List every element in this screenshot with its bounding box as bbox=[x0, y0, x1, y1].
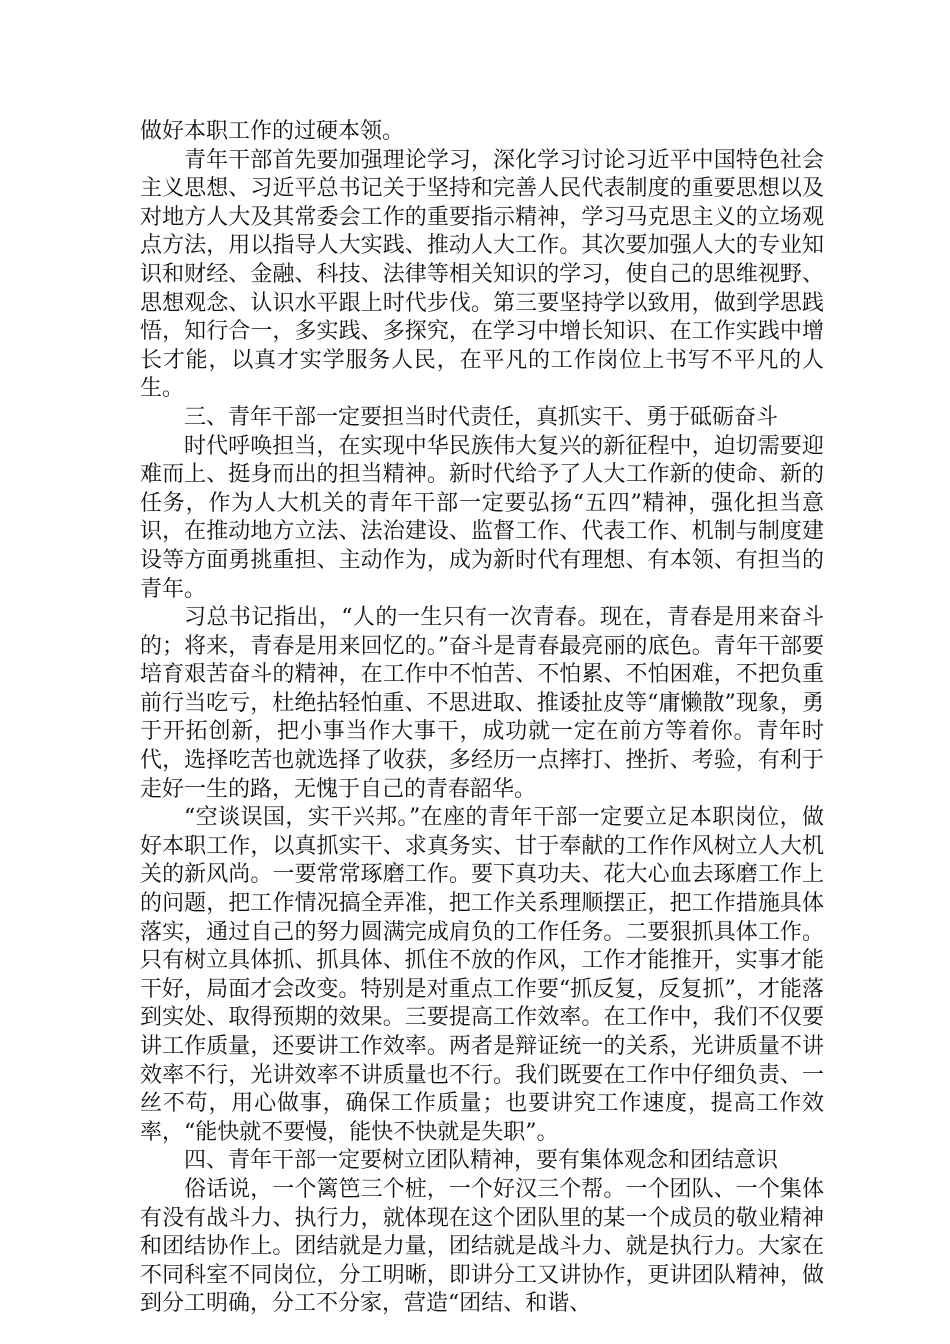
paragraph-hard-work: “空谈误国，实干兴邦。”在座的青年干部一定要立足本职岗位，做好本职工作，以真抓实干、求真务实、甘于奉献的工作作风树立人大机关的新风尚。一要常常琢磨工作。要下真功夫、花大心血去琢磨工作上的问题，把工作情况搞全弄准，把工作关系理顺摆正，把工作措施具体落实，通过自己的努力圆满完成肩负的工作任务。二要狠抓具体工作。只有树立具体抓、抓具体、抓住不放的作风，工作才能推开，实事才能干好，局面才会改变。特别是对重点工作要“抓反复，反复抓”，才能落到实处、取得预期的效果。三要提高工作效率。在工作中，我们不仅要讲工作质量，还要讲工作效率。两者是辩证统一的关系，光讲质量不讲效率不行，光讲效率不讲质量也不行。我们既要在工作中仔细负责、一丝不苟，用心做事，确保工作质量；也要讲究工作速度，提高工作效率，“能快就不要慢，能快不快就是失职”。 bbox=[140, 805, 824, 1145]
paragraph-continuation: 做好本职工作的过硬本领。 bbox=[140, 119, 405, 144]
paragraph-youth-struggle: 习总书记指出，“人的一生只有一次青春。现在，青春是用来奋斗的；将来，青春是用来回忆的。”奋斗是青春最亮丽的底色。青年干部要培育艰苦奋斗的精神，在工作中不怕苦、不怕累、不怕困难，不把负重前行当吃亏，杜绝拈轻怕重、不思进取、推诿扯皮等“庸懒散”现象，勇于开拓创新，把小事当作大事干，成功就一定在前方等着你。青年时代，选择吃苦也就选择了收获，多经历一点摔打、挫折、考验，有利于走好一生的路，无愧于自己的青春韶华。 bbox=[140, 605, 824, 802]
paragraph-responsibility: 时代呼唤担当，在实现中华民族伟大复兴的新征程中，迫切需要迎难而上、挺身而出的担当精神。新时代给予了人大工作新的使命、新的任务，作为人大机关的青年干部一定要弘扬“五四”精神，强化担当意识，在推动地方立法、法治建设、监督工作、代表工作、机制与制度建设等方面勇挑重担、主动作为，成为新时代有理想、有本领、有担当的青年。 bbox=[140, 433, 824, 602]
paragraph-theory-study: 青年干部首先要加强理论学习，深化学习讨论习近平中国特色社会主义思想、习近平总书记关于坚持和完善人民代表制度的重要思想以及对地方人大及其常委会工作的重要指示精神，学习马克思主义的立场观点方法，用以指导人大实践、推动人大工作。其次要加强人大的专业知识和财经、金融、科技、法律等相关知识的学习，使自己的思维视野、思想观念、认识水平跟上时代步伐。第三要坚持学以致用，做到学思践悟，知行合一，多实践、多探究，在学习中增长知识、在工作实践中增长才能，以真才实学服务人民，在平凡的工作岗位上书写不平凡的人生。 bbox=[140, 147, 824, 402]
section-heading-three: 三、青年干部一定要担当时代责任，真抓实干、勇于砥砺奋斗 bbox=[184, 404, 779, 430]
paragraph-teamwork: 俗话说，一个篱笆三个桩，一个好汉三个帮。一个团队、一个集体有没有战斗力、执行力，就体现在这个团队里的某一个成员的敬业精神和团结协作上。团结就是力量，团结就是战斗力、就是执行力。大家在不同科室不同岗位，分工明晰，即讲分工又讲协作，更讲团队精神，做到分工明确，分工不分家，营造“团结、和谐、 bbox=[140, 1176, 824, 1317]
document-body bbox=[140, 118, 824, 1319]
section-heading-four: 四、青年干部一定要树立团队精神，要有集体观念和团结意识 bbox=[184, 1148, 779, 1174]
